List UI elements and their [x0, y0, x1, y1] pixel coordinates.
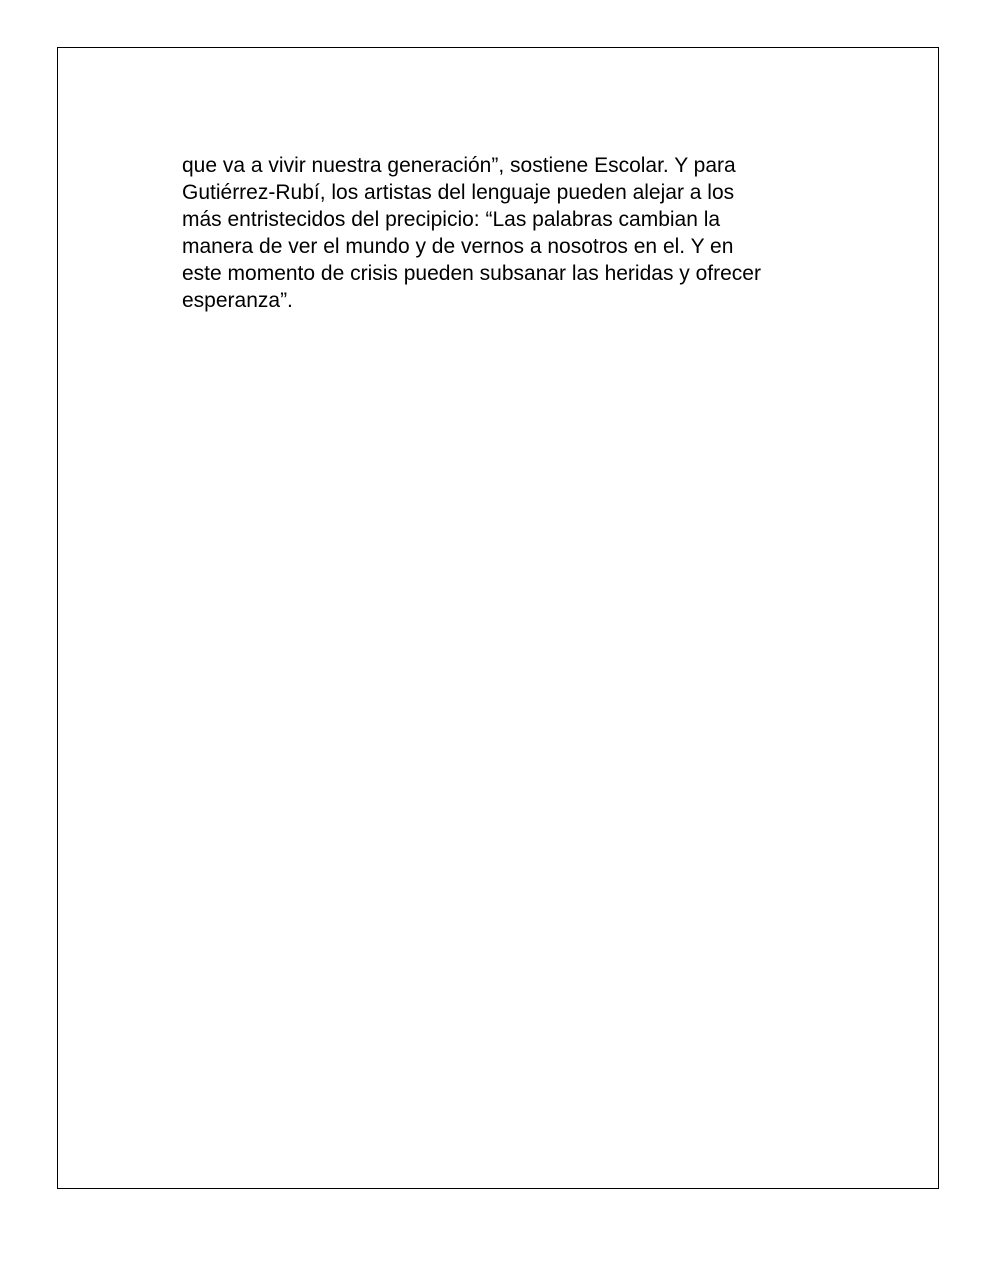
paragraph-line: este momento de crisis pueden subsanar las heridas y ofrecer: [182, 262, 761, 285]
document-page: [57, 47, 939, 1189]
body-paragraph: [182, 152, 862, 314]
paragraph-line: que va a vivir nuestra generación”, sostiene Escolar. Y para: [182, 154, 736, 177]
paragraph-line: manera de ver el mundo y de vernos a nosotros en el. Y en: [182, 235, 734, 258]
paragraph-line: más entristecidos del precipicio: “Las palabras cambian la: [182, 208, 721, 231]
paragraph-line: esperanza”.: [182, 289, 293, 312]
paragraph-line: Gutiérrez-Rubí, los artistas del lenguaje pueden alejar a los: [182, 181, 735, 204]
